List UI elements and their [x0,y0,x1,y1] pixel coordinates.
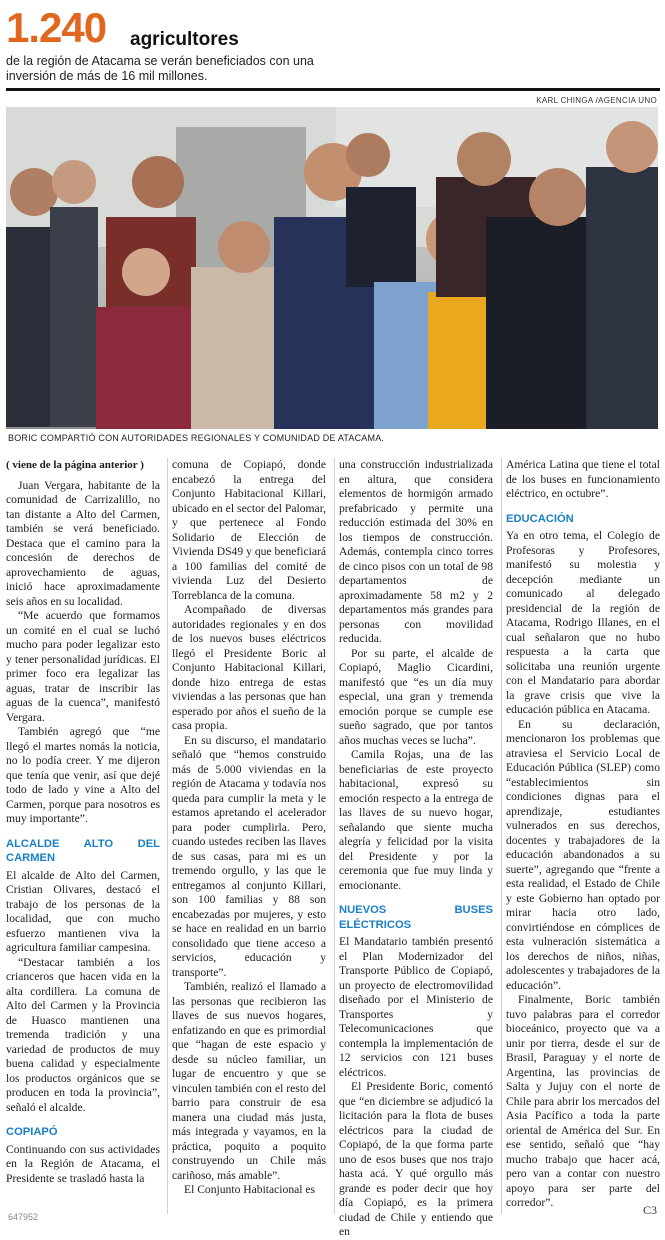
page-reference-number: 647952 [8,1212,39,1222]
paragraph: También agregó que “me llegó el martes nomás la noticia, no lo podía creer. Y me dijeron que tenía que venir, así que dejé todo de lado y vine a Alto del Carmen, porque para nosotros es muy importante”. [6,725,160,825]
paragraph: En su declaración, mencionaron los problemas que atraviesa el Servicio Local de Educación Pública (SLEP) como “establecimientos sin condiciones dignas para el aprendizaje, estudiantes vulnerados en sus derechos, docentes y trabajadores de la educación abandonados a su suerte”, agregando que “frente a esta realidad, el Estado de Chile y este Gobierno han optado por mirar hacia otro lado, convirtiéndose en cómplices de esta vulneración sistemática a los derechos de niños, niñas, adolescentes y trabajadores de la educación”. [506,717,660,992]
section-heading: ALCALDE ALTO DEL CARMEN [6,837,160,864]
paragraph: “Destacar también a los crianceros que hacen vida en la alta cordillera. La comuna de Alto del Carmen y la Provincia de Huasco mantienen una tremenda tradición y una variedad de productos de muy buena calidad y especialmente los productos orgánicos que se producen en toda la provincia”, señaló el alcalde. [6,955,160,1114]
photo-credit: KARL CHINGA /AGENCIA UNO [536,96,657,105]
article-end-mark: C3 [642,1203,657,1217]
headline-deck: de la región de Atacama se verán beneficiados con una inversión de más de 16 mil millones. [6,54,314,83]
paragraph: comuna de Copiapó, donde encabezó la entrega del Conjunto Habitacional Killari, ubicado en el sector del Palomar, y que pertenece al Fondo Solidario de Elección de Vivienda DS49 y que beneficiará a 100 familias del comité de vivienda Luz del Desierto Torreblanca de la comuna. [172,458,326,602]
section-heading: NUEVOS BUSES ELÉCTRICOS [339,904,493,931]
news-photo [6,107,658,429]
paragraph: Juan Vergara, habitante de la comunidad de Carrizalillo, no tan distante a Alto del Carmen, también se verá beneficiado. Destaca que el camino para la concesión de derechos de aprovechamiento de aguas, inició hace aproximadamente seis años en su localidad. [6,478,160,608]
article-column-1 [6,458,160,1216]
photo-caption: BORIC COMPARTIÓ CON AUTORIDADES REGIONALES Y COMUNIDAD DE ATACAMA. [8,433,385,443]
paragraph: Finalmente, Boric también tuvo palabras para el corredor bioceánico, proyecto que va a unir por tierra, desde el sur de Brasil, Paraguay y el norte de Argentina, las provincias de Salta y Jujuy con el norte de Chile para abrir los mercados del Asia Pacífico a toda la parte oriental de América del Sur. En ese sentido, señaló que “hay mucho trabajo que hacer acá, pero van a contar con nuestro apoyo para ser parte del corredor”. [506,993,660,1209]
section-heading: COPIAPÓ [6,1126,58,1138]
paragraph: El Conjunto Habitacional es [184,1183,316,1196]
paragraph: Acompañado de diversas autoridades regionales y en dos de los nuevos buses eléctricos llegó el Presidente Boric al Conjunto Habitacional Killari, donde hizo entrega de estas viviendas a las personas que han esperado por años el sueño de la casa propia. [172,603,326,732]
paragraph: El Presidente Boric, comentó que “en diciembre se adjudicó la licitación para la flota de buses eléctricos para la ciudad de Copiapó, de la que forma parte uno de esos buses que nos trajo hasta acá. Y qué orgullo más grande es poder decir que hoy día Copiapó, es la primera ciudad de Chile y entiendo que en [339,1080,493,1238]
paragraph: Camila Rojas, una de las beneficiarias de este proyecto habitacional, expresó su emoción respecto a la entrega de las llaves de su nuevo hogar, señalando que siente mucha alegría y felicidad por la visita del Presidente y por la ceremonia que fue muy linda y emocionante. [339,748,493,892]
paragraph: Ya en otro tema, el Colegio de Profesoras y Profesores, manifestó su molestia y decepción mediante un comunicado al delegado presidencial de la región de Atacama, Rodrigo Illanes, en el cual señalaron que no hubo respuesta a la carta que solicitaba una reunión urgente con el Mandatario para abordar la grave crisis que vive la educación pública en Atacama. [506,529,660,716]
article-column-4 [506,458,660,1216]
paragraph: “Me acuerdo que formamos un comité en el cual se luchó mucho para poder legalizar esto y tener personalidad jurídicas. El primer foco era legalizar las aguas, tratar de inscribir las aguas de la cuenca”, manifestó Vergara. [6,609,160,724]
headline-word: agricultores [130,29,239,50]
headline-number: 1.240 [6,4,107,51]
paragraph: El Mandatario también presentó el Plan Modernizador del Transporte Público de Copiapó, un proyecto de electromovilidad diseñado por el Ministerio de Transportes y Telecomunicaciones que contempla la implementación de 12 servicios con 121 buses eléctricos. [339,935,493,1079]
continued-from-note: ( viene de la página anterior ) [6,459,144,471]
paragraph: También, realizó el llamado a las personas que recibieron las llaves de sus nuevos hogares, enfatizando en que es primordial que “hagan de este espacio y desde su núcleo familiar, un lugar de encuentro y que se vinculen también con el resto del barrio para construir de esa manera una ciudad más justa, más integrada y vayamos, en la práctica, poquito a poquito construyendo un Chile más cariñoso, más amable”. [172,980,326,1182]
article-column-3 [339,458,493,1238]
article-column-2 [172,458,326,1216]
paragraph: El alcalde de Alto del Carmen, Cristian Olivares, destacó el trabajo de los personas de la localidad, que con mucho esfuerzo mantienen viva la agricultura familiar campesina. [6,868,160,954]
paragraph: América Latina que tiene el total de los buses en funcionamiento eléctrico, en octubre”. [506,458,660,500]
paragraph: Por su parte, el alcalde de Copiapó, Maglio Cicardini, manifestó que “es un día muy especial, una gran y tremenda emoción porque se cumple ese sueño sagrado, que por tantos años muchas veces se lucha”. [339,646,493,747]
paragraph: una construcción industrializada en altura, que considera elementos de hormigón armado prefabricado y permite una reducción estimada del 30% en los tiempos de construcción. Además, contempla cinco torres de cinco pisos con un total de 98 departamentos de aproximadamente 58 m2 y 2 departamentos más grandes para personas con movilidad reducida. [339,458,493,645]
paragraph: Continuando con sus actividades en la Región de Atacama, el Presidente se trasladó hasta la [6,1142,160,1185]
headline-block [6,4,661,86]
section-heading: EDUCACIÓN [506,512,574,525]
paragraph: En su discurso, el mandatario señaló que “hemos construido más de 5.000 viviendas en la región de Atacama y todavía nos queda para cumplir la meta y le estamos apretando el acelerador para poder cumplirla. Pero, cuando ustedes reciben las llaves de sus casas, para mi es un tremendo orgullo, y las que le entregamos al conjunto Killari, son 100 familias y 88 son encabezadas por mujeres, y esto se hace en realidad en un barrio consolidado que tiene acceso a servicios, educación y transporte”. [172,733,326,979]
header-rule [6,88,660,91]
news-photo-illustration [6,107,658,429]
